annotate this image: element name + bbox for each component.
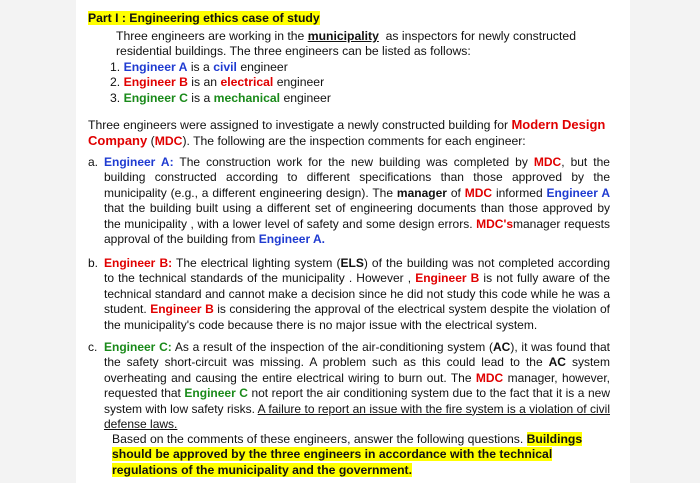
comment-item-b <box>88 256 610 333</box>
list-item: 2. Engineer B is an electrical engineer <box>110 75 325 90</box>
item-text: Engineer B: The electrical lighting system (ELS) of the building was not completed according to the technical standards of the municipality . However , Engineer B is not fully aware of the technical standard and cannot make a decision since he did not study this code while he was a student. Engineer B is considering the approval of the electrical system despite the violation of the municipality's code because there is no major issue with the electrical system. <box>104 256 611 332</box>
item-label: b. <box>88 256 99 270</box>
list-item: 3. Engineer C is a mechanical engineer <box>110 90 331 105</box>
closing-paragraph <box>112 432 610 478</box>
comment-item-a <box>88 155 610 247</box>
item-label: c. <box>88 340 98 354</box>
list-item: 1. Engineer A is a civil engineer <box>110 59 288 74</box>
item-text: Engineer A: The construction work for the new building was completed by MDC, but the building constructed according to different specifications than those approved by the municipality (e.g., a different engineering design). The manager of MDC informed Engineer A that the building built using a different set of engineering documents than those approved by the municipality , with a lower level of safety and some design errors. MDC'smanager requests approval of the building from Engineer A. <box>104 155 610 247</box>
intro-text: Three engineers are working in the municipality as inspectors for newly constructed residential buildings. The three engineers can be listed as follows: <box>116 29 576 59</box>
item-text: Engineer C: As a result of the inspection of the air-conditioning system (AC), it was found that the safety short-circuit was missing. A problem such as this could lead to the AC system overheating and causing the entire electrical wiring to burn out. The MDC manager, however, requested that Engineer C not report the air conditioning system due to the fact that it is a new system with low safety risks. A failure to report an issue with the fire system is a violation of civil defense laws. <box>104 340 610 432</box>
assignment-paragraph <box>88 117 610 150</box>
intro-paragraph <box>88 29 610 106</box>
item-label: a. <box>88 155 99 169</box>
closing-text: Based on the comments of these engineers, answer the following questions. <box>112 432 524 446</box>
section-title <box>88 11 610 26</box>
highlighted-requirement: Buildings should be approved by the three engineers in accordance with the technical regulations of the municipality and the government. <box>112 432 583 477</box>
section-title-text: Part I : Engineering ethics case of study <box>88 11 320 25</box>
comment-item-c <box>88 340 610 432</box>
engineer-list <box>88 60 610 106</box>
assignment-text: Three engineers were assigned to investigate a newly constructed building for Modern Design Company (MDC). The following are the inspection comments for each engineer: <box>88 117 606 149</box>
